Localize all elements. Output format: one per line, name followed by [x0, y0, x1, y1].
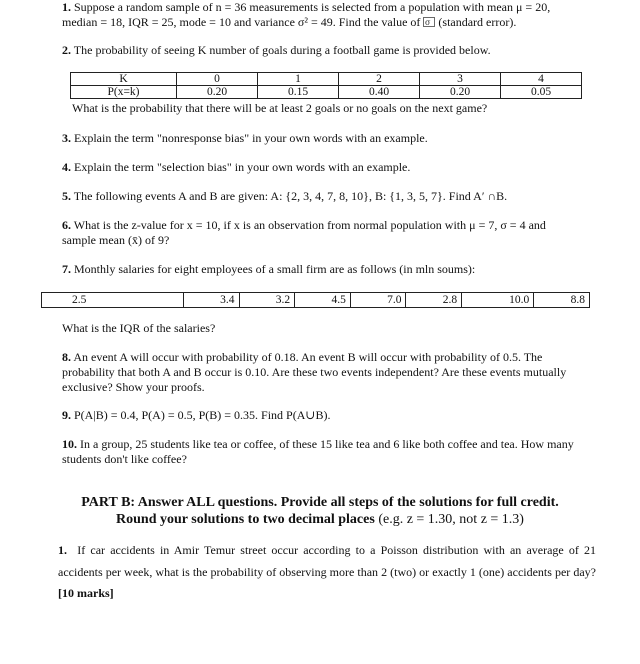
question-5 [62, 189, 580, 204]
table-row [71, 86, 582, 99]
marks-label: [10 marks] [58, 586, 114, 600]
table-cell: 0.40 [339, 86, 420, 99]
question-number: 3. [62, 131, 71, 145]
part-b-subtitle [0, 511, 640, 528]
question-6 [62, 218, 580, 248]
question-text: Explain the term "nonresponse bias" in your own words with an example. [74, 131, 428, 145]
table-cell: 1 [258, 73, 339, 86]
question-text: What is the z-value for x = 10, if x is an observation from normal population with μ = 7, σ = 4 and sample mean (x̄) of 9? [62, 218, 546, 247]
part-b-subtitle-example: (e.g. z = 1.30, not z = 1.3) [378, 512, 524, 527]
question-4 [62, 160, 580, 175]
part-b-title: PART B: Answer ALL questions. Provide all steps of the solutions for full credit. [81, 495, 559, 510]
question-number: 10. [62, 437, 77, 451]
table-cell: 10.0 [462, 293, 534, 308]
table-cell: 7.0 [350, 293, 406, 308]
table-cell: 0 [177, 73, 258, 86]
table-cell: 3.2 [239, 293, 295, 308]
table-cell: 0.20 [177, 86, 258, 99]
table-cell: 3 [420, 73, 501, 86]
table-cell: 0.05 [501, 86, 582, 99]
question-number: 6. [62, 218, 71, 232]
salary-table [41, 292, 590, 308]
svg-text:σ: σ [425, 18, 431, 27]
question-2-followup: What is the probability that there will be at least 2 goals or no goals on the next game? [72, 101, 488, 115]
table-cell: 2 [339, 73, 420, 86]
question-text: Explain the term "selection bias" in your own words with an example. [74, 160, 411, 174]
probability-table [70, 72, 582, 99]
table-cell: P(x=k) [71, 86, 177, 99]
table-cell: 4.5 [295, 293, 351, 308]
table-cell: 0.15 [258, 86, 339, 99]
question-text-tail: (standard error). [438, 15, 517, 29]
question-text: The probability of seeing K number of goals during a football game is provided below. [73, 43, 491, 57]
question-7 [62, 262, 580, 277]
question-7-followup: What is the IQR of the salaries? [62, 321, 216, 335]
question-text: The following events A and B are given: A: {2, 3, 4, 7, 8, 10}, B: {1, 3, 5, 7}. Find A′ ∩B. [73, 189, 508, 203]
question-number: 4. [62, 160, 71, 174]
table-row [71, 73, 582, 86]
question-number: 1. [58, 543, 67, 557]
table-cell: 2.5 [42, 293, 184, 308]
question-number: 2. [62, 43, 71, 57]
part-b-question-1 [58, 540, 596, 605]
table-cell: 0.20 [420, 86, 501, 99]
question-8 [62, 350, 580, 395]
table-cell: K [71, 73, 177, 86]
question-text: P(A|B) = 0.4, P(A) = 0.5, P(B) = 0.35. Find P(A∪B). [74, 408, 331, 422]
part-b-subtitle-bold: Round your solutions to two decimal places [116, 512, 375, 527]
question-10 [62, 437, 580, 467]
question-number: 1. [62, 0, 71, 14]
table-cell: 4 [501, 73, 582, 86]
question-9 [62, 408, 580, 423]
question-text: If car accidents in Amir Temur street occur according to a Poisson distribution with an average of 21 accidents per week, what is the probability of observing more than 2 (two) or exactly 1 (one) accidents per day? [58, 543, 597, 579]
question-text: Suppose a random sample of n = 36 measurements is selected from a population with mean μ = 20, median = 18, IQR = 25, mode = 10 and variance σ² = 49. Find the value of [62, 0, 551, 29]
question-1 [62, 0, 580, 30]
question-2 [62, 43, 580, 58]
standard-error-symbol-icon [423, 17, 435, 27]
table-cell: 3.4 [183, 293, 239, 308]
question-text: In a group, 25 students like tea or coffee, of these 15 like tea and 6 like both coffee and tea. How many students don't like coffee? [62, 437, 574, 466]
question-number: 8. [62, 350, 71, 364]
table-row [42, 293, 590, 308]
table-cell: 8.8 [534, 293, 590, 308]
question-3 [62, 131, 580, 146]
question-number: 9. [62, 408, 71, 422]
question-number: 5. [62, 189, 71, 203]
question-text: Monthly salaries for eight employees of a small firm are as follows (in mln soums): [74, 262, 476, 276]
question-text: An event A will occur with probability of 0.18. An event B will occur with probability of 0.5. The probability that both A and B occur is 0.10. Are these two events independent? Are these events mutually exclusive? Show your proofs. [62, 350, 567, 394]
table-cell: 2.8 [406, 293, 462, 308]
question-number: 7. [62, 262, 71, 276]
